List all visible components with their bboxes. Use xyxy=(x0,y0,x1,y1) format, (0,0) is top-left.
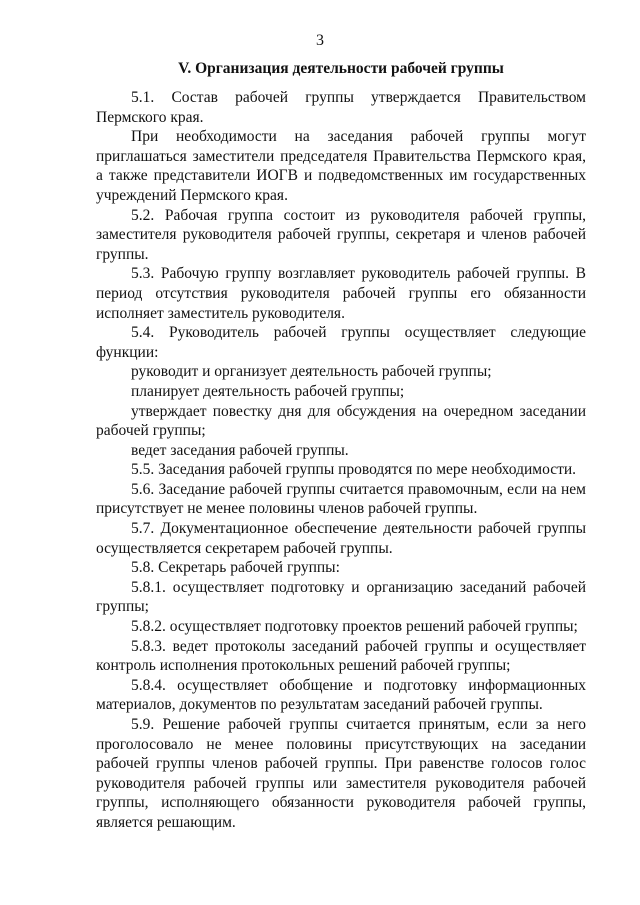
section-body xyxy=(96,88,586,833)
list-item-function-3: утверждает повестку дня для обсуждения на очередном заседании рабочей группы; xyxy=(96,402,586,440)
paragraph-5-4: 5.4. Руководитель рабочей группы осуществляет следующие функции: xyxy=(96,324,586,361)
paragraph-5-6: 5.6. Заседание рабочей группы считается правомочным, если на нем присутствует не менее половины членов рабочей группы. xyxy=(96,480,586,518)
paragraph-5-8: 5.8. Секретарь рабочей группы: xyxy=(131,559,340,577)
paragraph-5-5: 5.5. Заседания рабочей группы проводятся по мере необходимости. xyxy=(131,461,577,479)
paragraph-5-8-2: 5.8.2. осуществляет подготовку проектов решений рабочей группы; xyxy=(131,618,578,636)
page-number: 3 xyxy=(316,32,324,49)
list-item-function-2: планирует деятельность рабочей группы; xyxy=(131,382,405,400)
list-item-function-4: ведет заседания рабочей группы. xyxy=(131,441,349,459)
paragraph-5-1: 5.1. Состав рабочей группы утверждается Правительством Пермского края. xyxy=(96,89,586,126)
paragraph-5-8-1: 5.8.1. осуществляет подготовку и организацию заседаний рабочей группы; xyxy=(96,578,586,616)
paragraph-5-1-note: При необходимости на заседания рабочей группы могут приглашаться заместители председателя Правительства Пермского края, а также представители ИОГВ и подведомственных им государственных учреждений Пермского края. xyxy=(96,128,586,204)
paragraph-5-8-3: 5.8.3. ведет протоколы заседаний рабочей группы и осуществляет контроль исполнения протокольных решений рабочей группы; xyxy=(96,637,586,675)
paragraph-5-8-4: 5.8.4. осуществляет обобщение и подготовку информационных материалов, документов по результатам заседаний рабочей группы. xyxy=(96,676,586,714)
paragraph-5-2: 5.2. Рабочая группа состоит из руководителя рабочей группы, заместителя руководителя рабочей группы, секретаря и членов рабочей группы. xyxy=(96,206,586,263)
paragraph-5-3: 5.3. Рабочую группу возглавляет руководитель рабочей группы. В период отсутствия руководителя рабочей группы его обязанности исполняет заместитель руководителя. xyxy=(96,265,586,322)
paragraph-5-9: 5.9. Решение рабочей группы считается принятым, если за него проголосовало не менее половины присутствующих на заседании рабочей группы членов рабочей группы. При равенстве голосов голос руководителя рабочей группы или заместителя руководителя рабочей группы, исполняющего обязанности руководителя рабочей группы, является решающим. xyxy=(96,716,586,831)
paragraph-5-7: 5.7. Документационное обеспечение деятельности рабочей группы осуществляется секретарем рабочей группы. xyxy=(96,520,586,557)
section-title: V. Организация деятельности рабочей группы xyxy=(178,60,504,77)
list-item-function-1: руководит и организует деятельность рабочей группы; xyxy=(131,363,492,381)
